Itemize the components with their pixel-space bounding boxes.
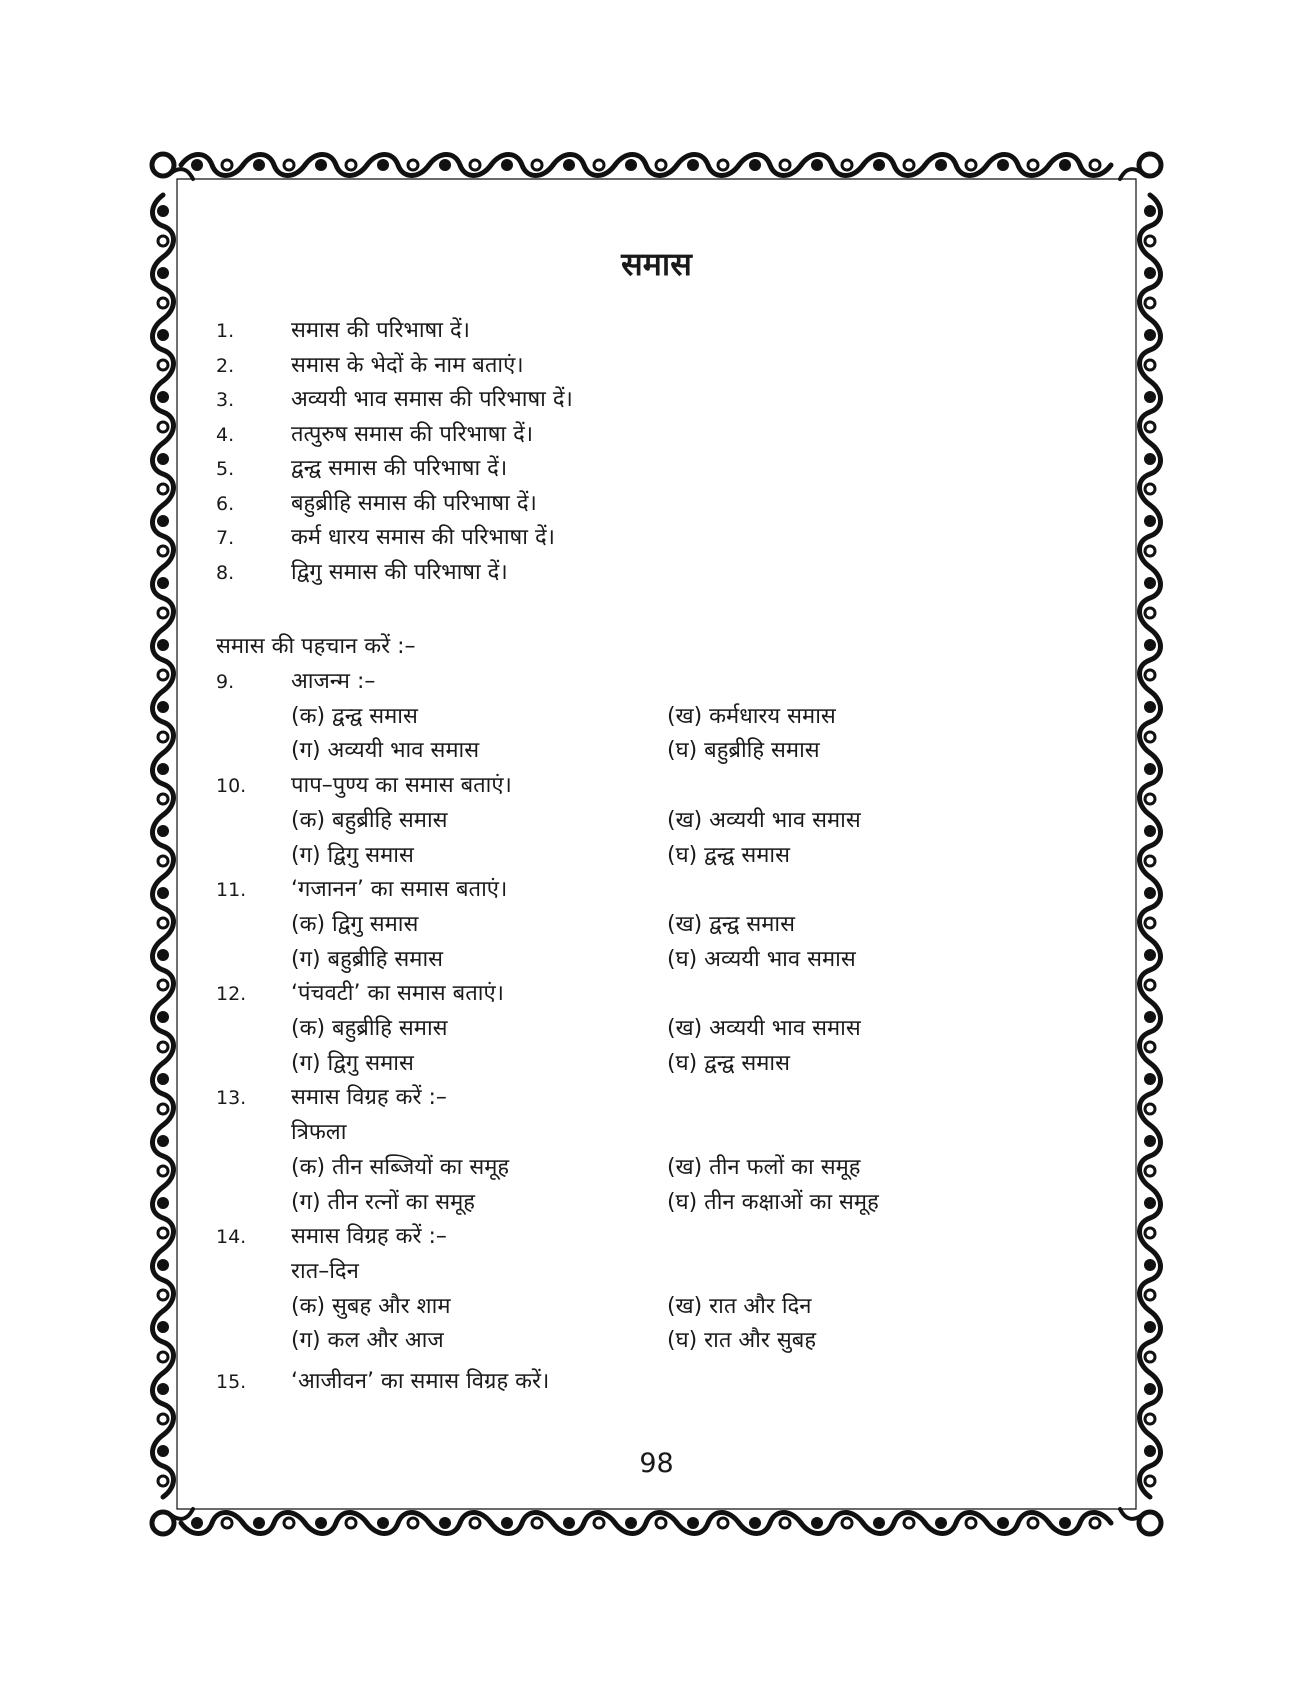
question-text: आजन्म :– xyxy=(291,669,376,694)
option-kha: (ख) अव्ययी भाव समास xyxy=(667,1016,861,1041)
option-gha: (घ) बहुब्रीहि समास xyxy=(667,738,820,763)
question-number: 5. xyxy=(216,458,235,480)
question-text: समास विग्रह करें :– xyxy=(291,1085,447,1110)
question-number: 3. xyxy=(216,389,235,411)
question-text: बहुब्रीहि समास की परिभाषा दें। xyxy=(291,491,537,516)
mcq-heading: समास की पहचान करें :– xyxy=(216,634,416,659)
question-term: त्रिफला xyxy=(291,1120,347,1145)
question-text: कर्म धारय समास की परिभाषा दें। xyxy=(291,525,555,550)
option-ka: (क) द्विगु समास xyxy=(291,912,419,937)
question-number: 8. xyxy=(216,562,235,584)
question-text: द्वन्द्व समास की परिभाषा दें। xyxy=(291,456,508,481)
option-ga: (ग) बहुब्रीहि समास xyxy=(291,947,444,972)
question-number: 12. xyxy=(216,983,247,1005)
page-number: 98 xyxy=(639,1448,674,1479)
question-text: समास की परिभाषा दें। xyxy=(291,318,470,343)
option-ga: (ग) अव्ययी भाव समास xyxy=(291,738,480,763)
page-title: समास xyxy=(621,245,692,283)
option-ga: (ग) द्विगु समास xyxy=(291,843,414,868)
question-text: द्विगु समास की परिभाषा दें। xyxy=(291,560,508,585)
option-kha: (ख) अव्ययी भाव समास xyxy=(667,808,861,833)
question-number: 15. xyxy=(216,1371,247,1393)
option-kha: (ख) कर्मधारय समास xyxy=(667,704,836,729)
question-number: 4. xyxy=(216,424,235,446)
option-kha: (ख) रात और दिन xyxy=(667,1294,812,1319)
question-term: रात–दिन xyxy=(291,1259,359,1284)
question-number: 1. xyxy=(216,320,235,342)
question-text: समास के भेदों के नाम बताएं। xyxy=(291,353,524,378)
option-ka: (क) बहुब्रीहि समास xyxy=(291,1016,448,1041)
option-ka: (क) तीन सब्जियों का समूह xyxy=(291,1155,510,1180)
option-ka: (क) द्वन्द्व समास xyxy=(291,704,418,729)
option-gha: (घ) द्वन्द्व समास xyxy=(667,1051,790,1076)
question-number: 9. xyxy=(216,671,235,693)
question-text: तत्पुरुष समास की परिभाषा दें। xyxy=(291,422,534,447)
option-ka: (क) सुबह और शाम xyxy=(291,1294,451,1319)
question-number: 11. xyxy=(216,879,247,901)
question-number: 14. xyxy=(216,1226,247,1248)
question-text: समास विग्रह करें :– xyxy=(291,1224,447,1249)
question-text: अव्ययी भाव समास की परिभाषा दें। xyxy=(291,387,573,412)
question-number: 6. xyxy=(216,493,235,515)
option-ga: (ग) कल और आज xyxy=(291,1328,444,1353)
option-ka: (क) बहुब्रीहि समास xyxy=(291,808,448,833)
question-number: 7. xyxy=(216,527,235,549)
option-kha: (ख) तीन फलों का समूह xyxy=(667,1155,861,1180)
option-ga: (ग) द्विगु समास xyxy=(291,1051,414,1076)
option-gha: (घ) रात और सुबह xyxy=(667,1328,817,1353)
question-text: पाप–पुण्य का समास बताएं। xyxy=(291,773,512,798)
question-number: 2. xyxy=(216,355,235,377)
question-text: ‘पंचवटी’ का समास बताएं। xyxy=(291,981,504,1006)
option-gha: (घ) द्वन्द्व समास xyxy=(667,843,790,868)
question-text: ‘आजीवन’ का समास विग्रह करें। xyxy=(291,1369,550,1394)
question-number: 13. xyxy=(216,1087,247,1109)
option-kha: (ख) द्वन्द्व समास xyxy=(667,912,795,937)
question-number: 10. xyxy=(216,775,247,797)
option-ga: (ग) तीन रत्नों का समूह xyxy=(291,1190,475,1215)
option-gha: (घ) तीन कक्षाओं का समूह xyxy=(667,1190,879,1215)
option-gha: (घ) अव्ययी भाव समास xyxy=(667,947,856,972)
question-text: ‘गजानन’ का समास बताएं। xyxy=(291,877,508,902)
